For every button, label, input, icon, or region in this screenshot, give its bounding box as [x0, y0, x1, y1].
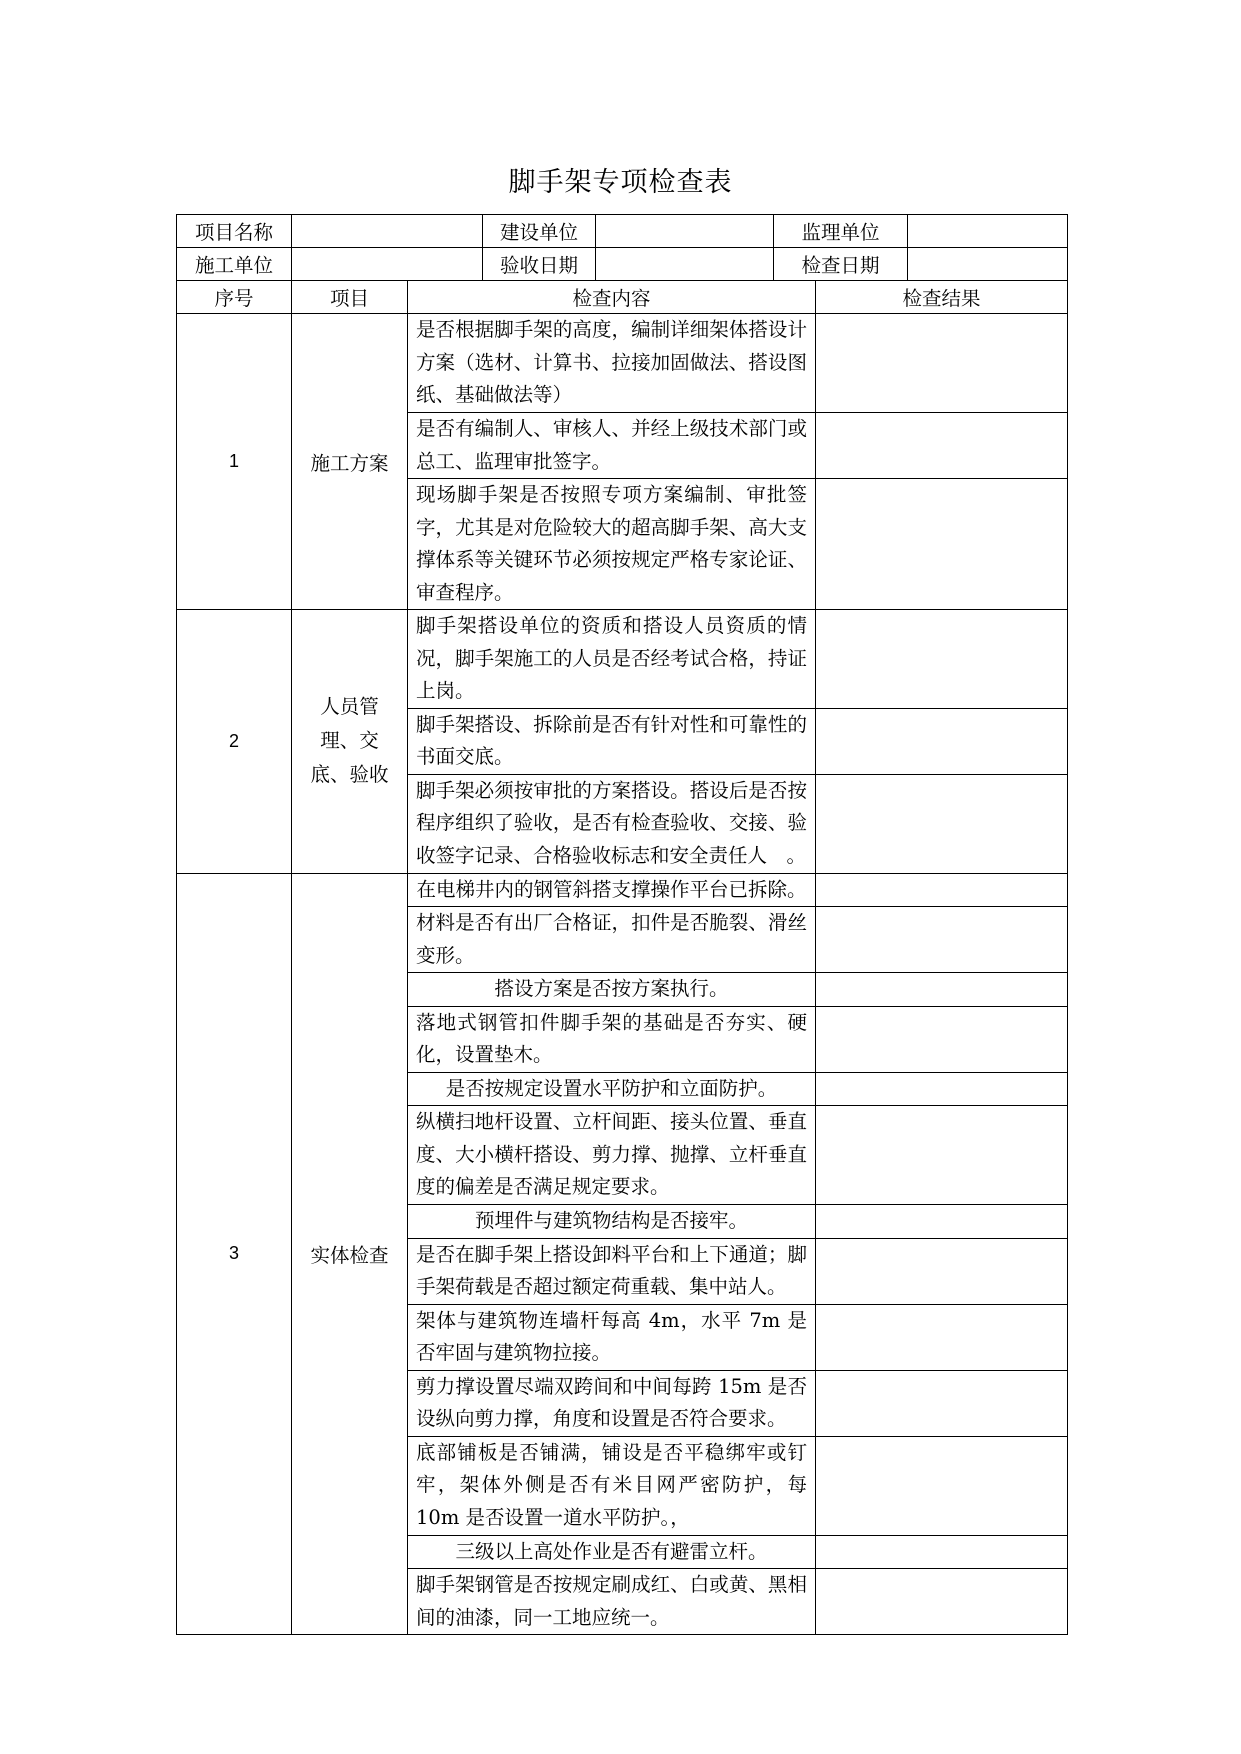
- check-item: 底部铺板是否铺满，铺设是否平稳绑牢或钉牢，架体外侧是否有米目网严密防护，每 10m 是否设置一道水平防护。，: [408, 1436, 816, 1535]
- check-item: 架体与建筑物连墙杆每高 4m，水平 7m 是否牢固与建筑物拉接。: [408, 1304, 816, 1370]
- result-cell[interactable]: [816, 774, 1068, 873]
- table-row: [177, 873, 1068, 907]
- col-header-content: 检查内容: [408, 281, 816, 314]
- result-cell[interactable]: [816, 1436, 1068, 1535]
- check-item: 在电梯井内的钢管斜搭支撑操作平台已拆除。: [408, 873, 816, 907]
- value-project-name[interactable]: [292, 215, 483, 248]
- result-cell[interactable]: [816, 973, 1068, 1007]
- column-header-row: [177, 281, 1068, 314]
- result-cell[interactable]: [816, 413, 1068, 479]
- label-contractor: 施工单位: [177, 248, 292, 281]
- result-cell[interactable]: [816, 1006, 1068, 1072]
- result-cell[interactable]: [816, 873, 1068, 907]
- section-number: 3: [177, 873, 292, 1635]
- result-cell[interactable]: [816, 1205, 1068, 1239]
- check-item: 脚手架搭设、拆除前是否有针对性和可靠性的书面交底。: [408, 708, 816, 774]
- inspection-table: [176, 214, 1068, 1635]
- check-item: 剪力撑设置尽端双跨间和中间每跨 15m 是否设纵向剪力撑，角度和设置是否符合要求。: [408, 1370, 816, 1436]
- result-cell[interactable]: [816, 314, 1068, 413]
- result-cell[interactable]: [816, 1072, 1068, 1106]
- value-inspection-date[interactable]: [908, 248, 1068, 281]
- label-project-name: 项目名称: [177, 215, 292, 248]
- value-acceptance-date[interactable]: [596, 248, 774, 281]
- result-cell[interactable]: [816, 1569, 1068, 1635]
- check-item: 现场脚手架是否按照专项方案编制、审批签字，尤其是对危险较大的超高脚手架、高大支撑体系等关键环节必须按规定严格专家论证、审查程序。: [408, 479, 816, 610]
- header-row-1: [177, 215, 1068, 248]
- result-cell[interactable]: [816, 479, 1068, 610]
- section-number: 2: [177, 610, 292, 874]
- section-name: 人员管理、交底、验收: [292, 610, 408, 874]
- header-row-2: [177, 248, 1068, 281]
- result-cell[interactable]: [816, 1106, 1068, 1205]
- value-contractor[interactable]: [292, 248, 483, 281]
- result-cell[interactable]: [816, 1238, 1068, 1304]
- col-header-result: 检查结果: [816, 281, 1068, 314]
- result-cell[interactable]: [816, 907, 1068, 973]
- result-cell[interactable]: [816, 1535, 1068, 1569]
- table-row: [177, 610, 1068, 709]
- col-header-num: 序号: [177, 281, 292, 314]
- check-item: 是否有编制人、审核人、并经上级技术部门或总工、监理审批签字。: [408, 413, 816, 479]
- check-item: 是否根据脚手架的高度，编制详细架体搭设计方案（选材、计算书、拉接加固做法、搭设图纸、基础做法等）: [408, 314, 816, 413]
- section-name: 施工方案: [292, 314, 408, 610]
- result-cell[interactable]: [816, 708, 1068, 774]
- col-header-item: 项目: [292, 281, 408, 314]
- value-supervision-unit[interactable]: [908, 215, 1068, 248]
- check-item: 纵横扫地杆设置、立杆间距、接头位置、垂直度、大小横杆搭设、剪力撑、抛撑、立杆垂直度的偏差是否满足规定要求。: [408, 1106, 816, 1205]
- section-number: 1: [177, 314, 292, 610]
- check-item: 脚手架必须按审批的方案搭设。搭设后是否按程序组织了验收，是否有检查验收、交接、验收签字记录、合格验收标志和安全责任人 。: [408, 774, 816, 873]
- result-cell[interactable]: [816, 1304, 1068, 1370]
- result-cell[interactable]: [816, 1370, 1068, 1436]
- check-item: 预埋件与建筑物结构是否接牢。: [408, 1205, 816, 1239]
- table-row: [177, 314, 1068, 413]
- check-item: 三级以上高处作业是否有避雷立杆。: [408, 1535, 816, 1569]
- value-construction-unit[interactable]: [596, 215, 774, 248]
- result-cell[interactable]: [816, 610, 1068, 709]
- section-name: 实体检查: [292, 873, 408, 1635]
- check-item: 搭设方案是否按方案执行。: [408, 973, 816, 1007]
- label-acceptance-date: 验收日期: [483, 248, 596, 281]
- label-inspection-date: 检查日期: [774, 248, 908, 281]
- check-item: 是否在脚手架上搭设卸料平台和上下通道；脚手架荷载是否超过额定荷重载、集中站人。: [408, 1238, 816, 1304]
- check-item: 材料是否有出厂合格证，扣件是否脆裂、滑丝变形。: [408, 907, 816, 973]
- label-supervision-unit: 监理单位: [774, 215, 908, 248]
- page-title: 脚手架专项检查表: [508, 167, 733, 198]
- label-construction-unit: 建设单位: [483, 215, 596, 248]
- check-item: 脚手架搭设单位的资质和搭设人员资质的情况，脚手架施工的人员是否经考试合格，持证上岗。: [408, 610, 816, 709]
- check-item: 落地式钢管扣件脚手架的基础是否夯实、硬化，设置垫木。: [408, 1006, 816, 1072]
- check-item: 脚手架钢管是否按规定刷成红、白或黄、黑相间的油漆，同一工地应统一。: [408, 1569, 816, 1635]
- check-item: 是否按规定设置水平防护和立面防护。: [408, 1072, 816, 1106]
